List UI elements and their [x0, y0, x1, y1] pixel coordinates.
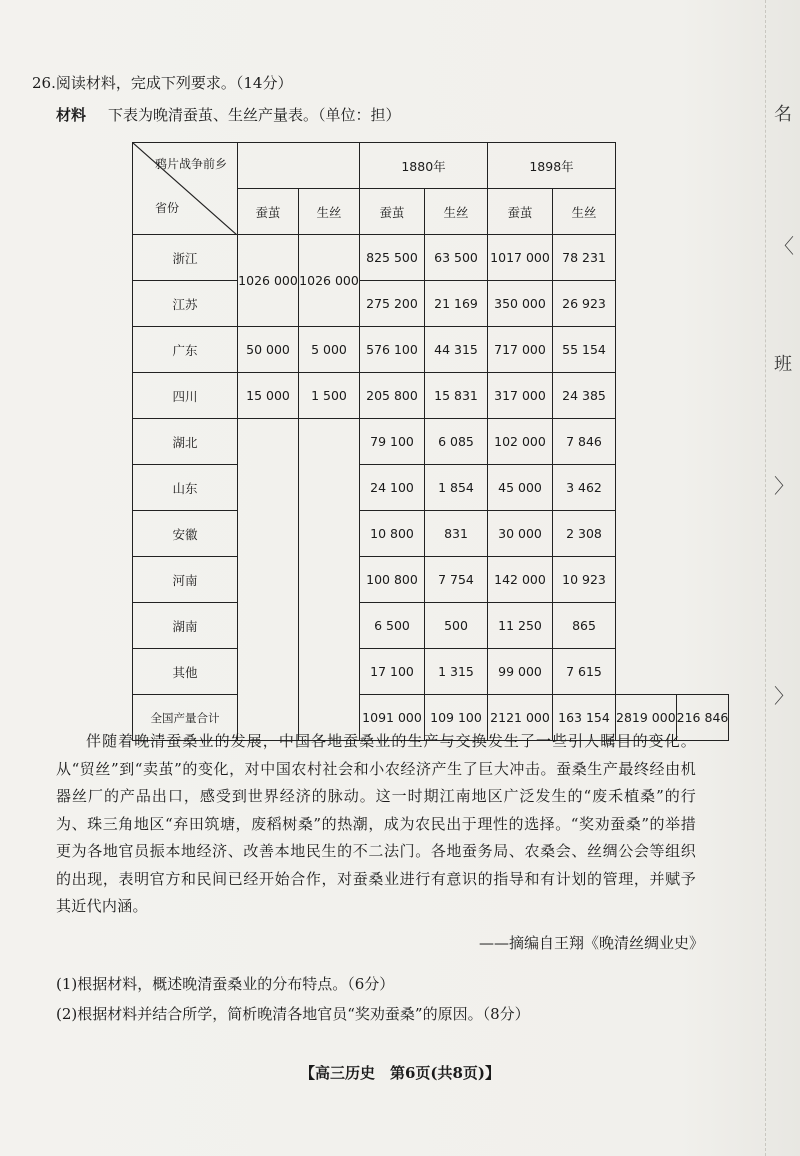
cell: 2819 000: [616, 695, 677, 741]
material-paragraph: 伴随着晚清蚕桑业的发展，中国各地蚕桑业的生产与交换发生了一些引人瞩目的变化。从“贸丝”到“卖茧”的变化，对中国农村社会和小农经济产生了巨大冲击。蚕桑生产最终经由机器丝厂的产品出口，感受到世界经济的脉动。这一时期江南地区广泛发生的“废禾植桑”的行为、珠三角地区“弃田筑塘，废稻树桑”的热潮，成为农民出于理性的选择。“奖劝蚕桑”的举措更为各地官员振本地经济、改善本地民生的不二法门。各地蚕务局、农桑会、丝绸公会等组织的出现，表明官方和民间已经开始合作，对蚕桑业进行有意识的指导和有计划的管理，并赋予其近代内涵。: [56, 732, 696, 915]
province-cell: 河南: [133, 557, 238, 603]
cell: 1 315: [425, 649, 488, 695]
cell: 3 462: [553, 465, 616, 511]
question-header: 26.阅读材料，完成下列要求。（14分）: [32, 74, 293, 92]
table-row: [133, 649, 729, 695]
table-row: [133, 373, 729, 419]
cell: 100 800: [360, 557, 425, 603]
cell: 102 000: [488, 419, 553, 465]
cell: 99 000: [488, 649, 553, 695]
material-label: 材料: [56, 106, 87, 124]
cell: 15 831: [425, 373, 488, 419]
province-cell: 全国产量合计: [133, 695, 238, 741]
cell: 30 000: [488, 511, 553, 557]
province-cell: 四川: [133, 373, 238, 419]
binding-margin: [765, 0, 800, 1156]
cell: 1091 000: [360, 695, 425, 741]
table-row: [133, 511, 729, 557]
silk-production-table: [132, 142, 729, 741]
table-corner-cell: [133, 143, 238, 235]
cell: 576 100: [360, 327, 425, 373]
subheader-cocoon: 蚕茧: [360, 189, 425, 235]
cell: 7 754: [425, 557, 488, 603]
chevron-right-icon: 〉: [774, 474, 794, 498]
subheader-silk: 生丝: [553, 189, 616, 235]
cell: 78 231: [553, 235, 616, 281]
cell: 15 000: [238, 373, 299, 419]
cell: 216 846: [676, 695, 729, 741]
cell: 2121 000: [488, 695, 553, 741]
sub-question-2: (2)根据材料并结合所学，简析晚清各地官员“奖劝蚕桑”的原因。（8分）: [56, 1005, 530, 1023]
cell: 825 500: [360, 235, 425, 281]
cell: 44 315: [425, 327, 488, 373]
cell: 205 800: [360, 373, 425, 419]
cell: 500: [425, 603, 488, 649]
table-row: [133, 327, 729, 373]
table-row: [133, 419, 729, 465]
cell: 1 854: [425, 465, 488, 511]
province-cell: 其他: [133, 649, 238, 695]
cell: 831: [425, 511, 488, 557]
cell: 26 923: [553, 281, 616, 327]
cell: 1 500: [299, 373, 360, 419]
cell: 10 923: [553, 557, 616, 603]
pre-war-silk-merged: 1026 000: [299, 235, 360, 327]
subheader-cocoon: 蚕茧: [238, 189, 299, 235]
corner-label-top: 鸦片战争前乡: [154, 157, 227, 171]
cell: 6 085: [425, 419, 488, 465]
province-cell: 山东: [133, 465, 238, 511]
cell: 142 000: [488, 557, 553, 603]
province-cell: 湖北: [133, 419, 238, 465]
province-cell: 浙江: [133, 235, 238, 281]
corner-label-province: 省份: [155, 201, 180, 215]
cell: 5 000: [299, 327, 360, 373]
province-cell: 江苏: [133, 281, 238, 327]
table-row: [133, 281, 729, 327]
header-1880: 1880年: [360, 143, 488, 189]
empty-pre-war-cocoon: [238, 419, 299, 741]
subheader-cocoon: 蚕茧: [488, 189, 553, 235]
cell: 24 100: [360, 465, 425, 511]
cell: 7 846: [553, 419, 616, 465]
cell: 79 100: [360, 419, 425, 465]
margin-mark-class: 班: [774, 354, 792, 375]
header-pre-war: [238, 143, 360, 189]
cell: 17 100: [360, 649, 425, 695]
margin-mark-name: 名: [774, 104, 792, 125]
cell: 109 100: [425, 695, 488, 741]
cell: 717 000: [488, 327, 553, 373]
chevron-right-icon: 〉: [774, 684, 794, 708]
cell: 163 154: [553, 695, 616, 741]
table-row: [133, 603, 729, 649]
material-intro: 下表为晚清蚕茧、生丝产量表。（单位：担）: [108, 106, 401, 124]
cell: 2 308: [553, 511, 616, 557]
cell: 10 800: [360, 511, 425, 557]
table-row: [133, 465, 729, 511]
cell: 317 000: [488, 373, 553, 419]
province-cell: 安徽: [133, 511, 238, 557]
header-1898: 1898年: [488, 143, 616, 189]
cell: 350 000: [488, 281, 553, 327]
empty-pre-war-silk: [299, 419, 360, 741]
pre-war-cocoon-merged: 1026 000: [238, 235, 299, 327]
province-cell: 广东: [133, 327, 238, 373]
cell: 63 500: [425, 235, 488, 281]
cell: 11 250: [488, 603, 553, 649]
cell: 1017 000: [488, 235, 553, 281]
cell: 7 615: [553, 649, 616, 695]
cell: 275 200: [360, 281, 425, 327]
material-intro-line: [56, 104, 401, 125]
cell: 6 500: [360, 603, 425, 649]
subheader-silk: 生丝: [299, 189, 360, 235]
cell: 21 169: [425, 281, 488, 327]
source-citation: ——摘编自王翔《晚清丝绸业史》: [478, 934, 704, 952]
province-cell: 湖南: [133, 603, 238, 649]
sub-question-1: (1)根据材料，概述晚清蚕桑业的分布特点。（6分）: [56, 975, 395, 993]
cell: 50 000: [238, 327, 299, 373]
cell: 55 154: [553, 327, 616, 373]
table-row: [133, 235, 729, 281]
cell: 865: [553, 603, 616, 649]
table-row: [133, 557, 729, 603]
page-footer: 【高三历史 第6页(共8页)】: [299, 1064, 501, 1082]
subheader-silk: 生丝: [425, 189, 488, 235]
cell: 24 385: [553, 373, 616, 419]
cell: 45 000: [488, 465, 553, 511]
chevron-left-icon: 〈: [774, 234, 794, 258]
